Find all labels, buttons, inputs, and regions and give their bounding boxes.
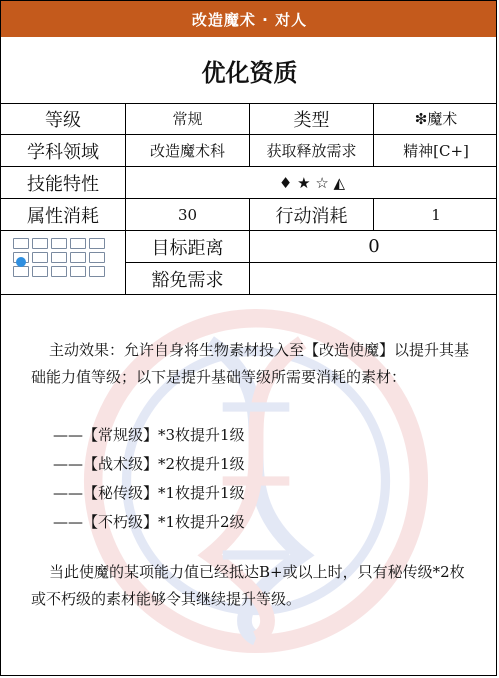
field-label: 学科领域 <box>1 135 126 167</box>
list-item: ——【秘传级】*1枚提升1级 <box>53 484 245 502</box>
intro-paragraph: 主动效果：允许自身将生物素材投入至【改造使魔】以提升其基础能力值等级；以下是提升基础等级所需要消耗的素材： <box>31 341 470 386</box>
outro-paragraph: 当此使魔的某项能力值已经抵达B+或以上时，只有秘传级*2枚或不朽级的素材能够令其继续提升等级。 <box>31 563 465 608</box>
rank-value: 常规 <box>126 103 250 135</box>
trait-icons: ♦ ★ ☆ ◭ <box>126 167 497 199</box>
action-cost-value: 1 <box>374 199 497 231</box>
immune-value <box>250 263 497 295</box>
range-value: 0 <box>250 231 497 263</box>
cost-label: 获取释放需求 <box>250 135 374 167</box>
list-item: ——【常规级】*3枚提升1级 <box>53 426 245 444</box>
attr-cost-value: 30 <box>126 199 250 231</box>
caster-position-dot <box>16 257 26 267</box>
action-cost-label: 行动消耗 <box>250 199 374 231</box>
list-item: ——【战术级】*2枚提升1级 <box>53 455 245 473</box>
skill-description <box>31 337 476 613</box>
field-value: 改造魔术科 <box>126 135 250 167</box>
material-list <box>31 421 476 537</box>
immune-label: 豁免需求 <box>126 263 250 295</box>
attr-cost-label: 属性消耗 <box>1 199 126 231</box>
range-grid-icon <box>13 238 115 288</box>
skill-title: 优化资质 <box>1 37 497 104</box>
cost-value: 精神[C+] <box>374 135 497 167</box>
type-value: ❇魔术 <box>374 103 497 135</box>
range-label: 目标距离 <box>126 231 250 263</box>
list-item: ——【不朽级】*1枚提升2级 <box>53 513 245 531</box>
card-header: 改造魔术 · 对人 <box>1 1 497 37</box>
trait-label: 技能特性 <box>1 167 126 199</box>
type-label: 类型 <box>250 103 374 135</box>
rank-label: 等级 <box>1 103 126 135</box>
